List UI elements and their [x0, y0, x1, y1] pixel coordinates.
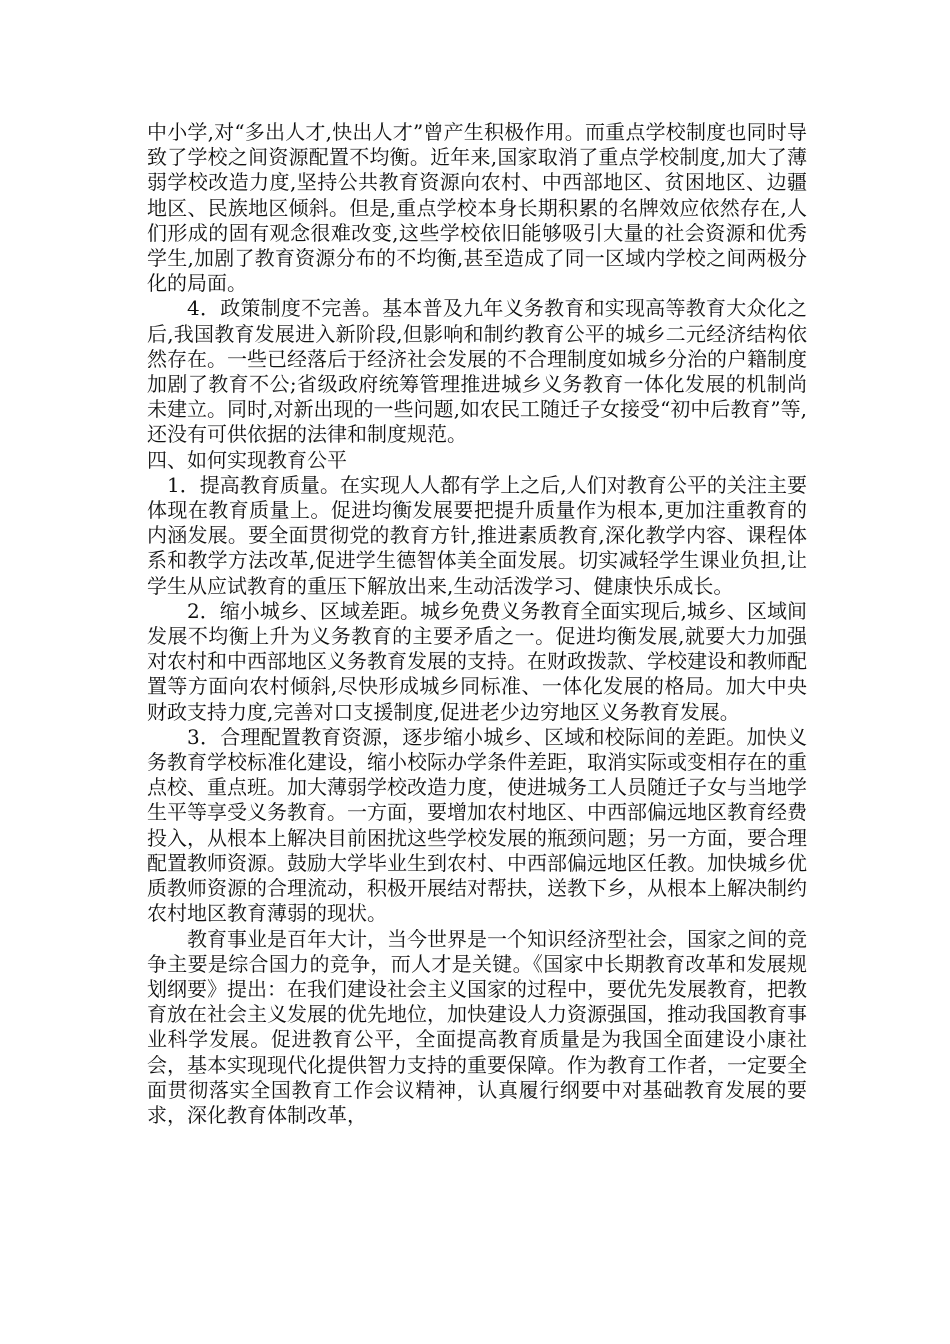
paragraph-reduce-gap: 2．缩小城乡、区域差距。城乡免费义务教育全面实现后,城乡、区域间发展不均衡上升为义务教育的主要矛盾之一。促进均衡发展,就要大力加强对农村和中西部地区义务教育发展的支持。在财政拨款、学校建设和教师配置等方面向农村倾斜,尽快形成城乡同标准、一体化发展的格局。加大中央财政支持力度,完善对口支援制度,促进老少边穷地区义务教育发展。: [147, 598, 807, 724]
paragraph-policy-system: 4．政策制度不完善。基本普及九年义务教育和实现高等教育大众化之后,我国教育发展进入新阶段,但影响和制约教育公平的城乡二元经济结构依然存在。一些已经落后于经济社会发展的不合理制度如城乡分治的户籍制度加剧了教育不公;省级政府统筹管理推进城乡义务教育一体化发展的机制尚未建立。同时,对新出现的一些问题,如农民工随迁子女接受“初中后教育”等,还没有可供依据的法律和制度规范。: [147, 296, 807, 447]
paragraph-allocate-resources: 3．合理配置教育资源，逐步缩小城乡、区域和校际间的差距。加快义务教育学校标准化建设，缩小校际办学条件差距，取消实际或变相存在的重点校、重点班。加大薄弱学校改造力度，使进城务工人员随迁子女与当地学生平等享受义务教育。一方面，要增加农村地区、中西部偏远地区教育经费投入，从根本上解决目前困扰这些学校发展的瓶颈问题；另一方面，要合理配置教师资源。鼓励大学毕业生到农村、中西部偏远地区任教。加快城乡优质教师资源的合理流动，积极开展结对帮扶，送教下乡，从根本上解决制约农村地区教育薄弱的现状。: [147, 724, 807, 926]
paragraph-conclusion: 教育事业是百年大计，当今世界是一个知识经济型社会，国家之间的竞争主要是综合国力的竞争，而人才是关键。《国家中长期教育改革和发展规划纲要》提出：在我们建设社会主义国家的过程中，要优先发展教育，把教育放在社会主义发展的优先地位，加快建设人力资源强国，推动我国教育事业科学发展。促进教育公平，全面提高教育质量是为我国全面建设小康社会，基本实现现代化提供智力支持的重要保障。作为教育工作者，一定要全面贯彻落实全国教育工作会议精神，认真履行纲要中对基础教育发展的要求，深化教育体制改革，: [147, 926, 807, 1127]
section-heading: 四、如何实现教育公平: [147, 447, 347, 472]
paragraph-improve-quality: 1．提高教育质量。在实现人人都有学上之后,人们对教育公平的关注主要体现在教育质量上。促进均衡发展要把提升质量作为根本,更加注重教育的内涵发展。要全面贯彻党的教育方针,推进素质教育,深化教学内容、课程体系和教学方法改革,促进学生德智体美全面发展。切实减轻学生课业负担,让学生从应试教育的重压下解放出来,生动活泼学习、健康快乐成长。: [147, 472, 807, 598]
document-body: [147, 120, 807, 1128]
paragraph-continuation: 中小学,对“多出人才,快出人才”曾产生积极作用。而重点学校制度也同时导致了学校之间资源配置不均衡。近年来,国家取消了重点学校制度,加大了薄弱学校改造力度,坚持公共教育资源向农村、中西部地区、贫困地区、边疆地区、民族地区倾斜。但是,重点学校本身长期积累的名牌效应依然存在,人们形成的固有观念很难改变,这些学校依旧能够吸引大量的社会资源和优秀学生,加剧了教育资源分布的不均衡,甚至造成了同一区域内学校之间两极分化的局面。: [147, 120, 807, 296]
